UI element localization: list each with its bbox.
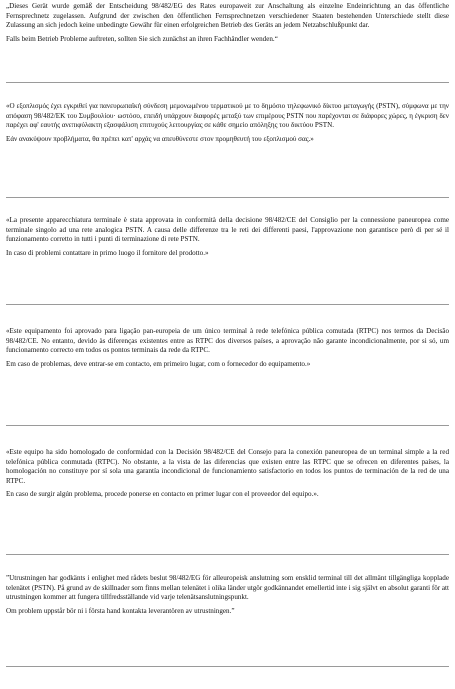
section-divider [6, 554, 449, 555]
section-german [6, 2, 449, 48]
paragraph-greek-2: Εάν ανακύψουν προβλήματα, θα πρέπει κατ' αρχάς να απευθύνεστε στον προμηθευτή του εξοπλισμού σας.» [6, 134, 314, 143]
paragraph-italian-2: In caso di problemi contattare in primo luogo il fornitore del prodotto.» [6, 248, 209, 257]
section-portuguese [6, 327, 449, 373]
section-spanish [6, 448, 449, 504]
paragraph-italian-1: «La presente apparecchiatura terminale è stata approvata in conformità della decisione 98/482/CE del Consiglio per la connessione paneuropea come terminale singolo ad una rete analogica PSTN. A causa delle differenze tra le reti dei differenti paesi, l'approvazione non garantisce però di per sé il funzionamento corretto in tutti i punti di terminazione di rete PSTN. [6, 216, 449, 244]
paragraph-german-2: Falls beim Betrieb Probleme auftreten, sollten Sie sich zunächst an ihren Fachhändler wenden.“ [6, 34, 278, 43]
section-swedish [6, 574, 449, 620]
section-divider [6, 82, 449, 83]
paragraph-spanish-1: «Este equipo ha sido homologado de conformidad con la Decisión 98/482/CE del Consejo para la conexión paneuropea de un terminal simple a la red telefónica pública conmutada (RTPC). No obstante, a la vista de las diferencias que existen entre las RTPC que se ofrecen en diferentes países, la homologación no constituye por sí sola una garantía incondicional de funcionamiento satisfactorio en todos los puntos de terminación de la red de una RTPC. [6, 448, 449, 485]
section-greek [6, 102, 449, 148]
paragraph-spanish-2: En caso de surgir algún problema, procede ponerse en contacto en primer lugar con el proveedor del equipo.». [6, 490, 319, 499]
section-divider [6, 666, 449, 667]
paragraph-swedish-2: Om problem uppstår bör ni i första hand kontakta leverantören av utrustningen.” [6, 606, 235, 615]
paragraph-greek-1: «Ο εξοπλισμός έχει εγκριθεί για πανευρωπαϊκή σύνδεση μεμονωμένου τερματικού με το δημόσιο τηλεφωνικό δίκτυο μεταγωγής (PSTN), σύμφωνα με την απόφαση 98/482/ΕΚ του Συμβουλίου· ωστόσο, επειδή υπάρχουν διαφορές μεταξύ των επιμέρους PSTN που παρέχονται σε διάφορες χώρες, η έγκριση δεν παρέχει αφ' εαυτής ανεπιφύλακτη εξασφάλιση επιτυχούς λειτουργίας σε κάθε σημείο απόληξης του δικτύου PSTN. [6, 102, 449, 130]
section-divider [6, 197, 449, 198]
paragraph-german-1: „Dieses Gerät wurde gemäß der Entscheidung 98/482/EG des Rates europaweit zur Anschaltung als einzelne Endeinrichtung an das öffentliche Fernsprechnetz zugelassen. Aufgrund der zwischen den öffentlichen Fernsprechnetzen verschiedener Staaten bestehenden Unterschiede stellt diese Zulassung an sich jedoch keine unbedingte Gewähr für einen erfolgreichen Betrieb des Geräts an jedem Netzabschlußpunkt dar. [6, 2, 449, 30]
paragraph-portuguese-1: «Este equipamento foi aprovado para ligação pan-europeia de um único terminal à rede telefónica pública comutada (RTPC) nos termos da Decisão 98/482/CE. No entanto, devido às diferenças existentes entre as RTPC dos diversos países, a aprovação não garante incondicionalmente, por si só, um funcionamento correcto em todos os pontos terminais da rede da RTPC. [6, 327, 449, 355]
section-divider [6, 304, 449, 305]
paragraph-swedish-1: ”Utrustningen har godkänts i enlighet med rådets beslut 98/482/EG för alleuropeisk anslutning som ensklid terminal till det allmänt tillgängliga kopplade telenätet (PSTN). På grund av de skillnader som finns mellan telenätet i olika länder utgör godkännandet emellertid inte i sig självt en absolut garanti för att utrustningen kommer att fungera tillfredsställande vid varje telenätsanslutningspunkt. [6, 574, 449, 602]
section-italian [6, 216, 449, 262]
paragraph-portuguese-2: Em caso de problemas, deve entrar-se em contacto, em primeiro lugar, com o fornecedor do equipamento.» [6, 359, 311, 368]
section-divider [6, 425, 449, 426]
